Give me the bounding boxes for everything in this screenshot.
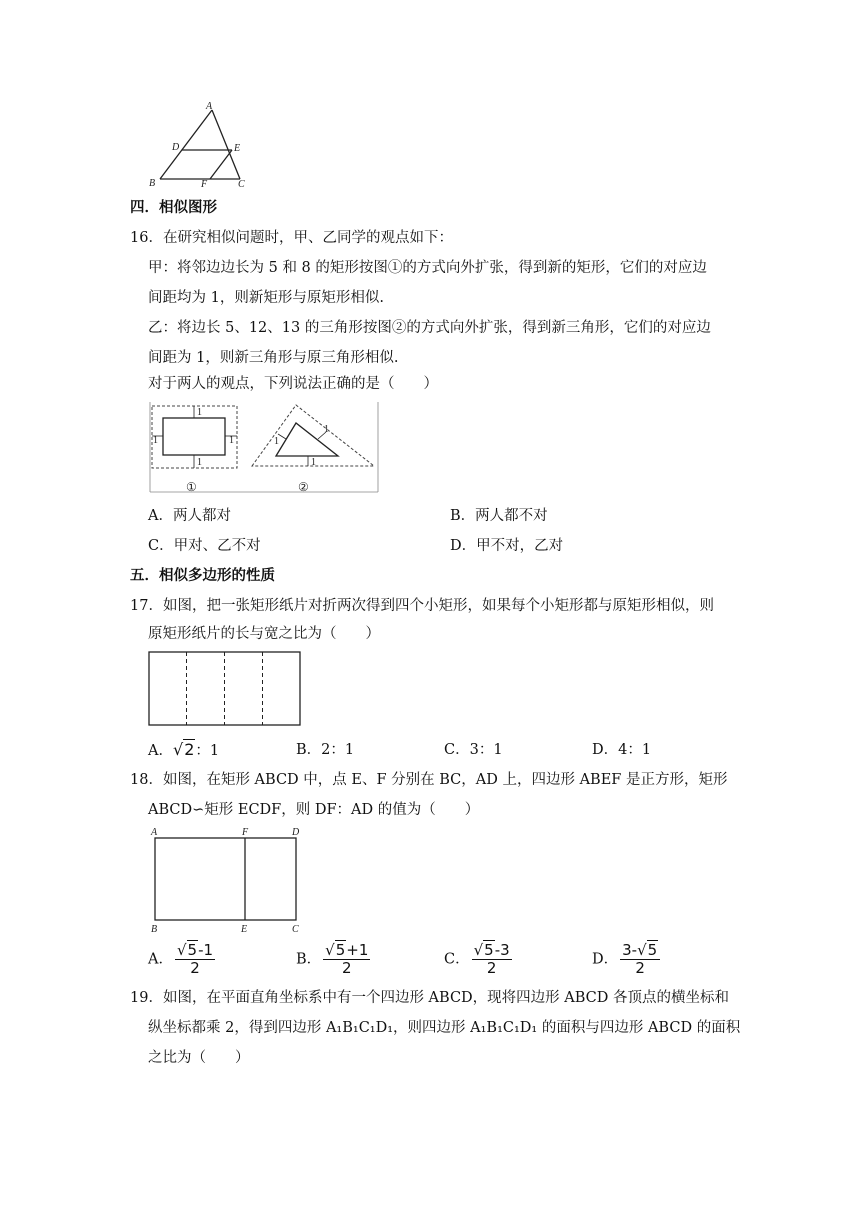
q16-fig2-dist-right: 1 — [324, 424, 329, 435]
q19-stem-line2: 纵坐标都乘 2，得到四边形 A₁B₁C₁D₁，则四边形 A₁B₁C₁D₁ 的面积与四边形 ABCD 的面积 — [148, 1020, 741, 1036]
q16-question: 对于两人的观点，下列说法正确的是（ ） — [148, 376, 438, 392]
radicand: 5 — [335, 941, 346, 959]
sqrt-2: √2 — [172, 740, 195, 759]
q16-fig1-dist-bottom: 1 — [197, 457, 202, 468]
q16-stem: 16．在研究相似问题时，甲、乙同学的观点如下： — [130, 230, 453, 246]
denominator: 2 — [342, 959, 352, 977]
radicand: 5 — [647, 941, 658, 959]
q16-jia-line1: 甲：将邻边边长为 5 和 8 的矩形按图①的方式向外扩张，得到新的矩形，它们的对应边 — [148, 260, 707, 276]
radicand: 5 — [187, 941, 198, 959]
denominator: 2 — [190, 959, 200, 977]
radicand: 5 — [484, 941, 494, 959]
fraction: $\frac{√5-1}{2}$ — [176, 941, 214, 977]
denominator: 2 — [635, 959, 645, 977]
q17-option-a-prefix: A． — [148, 743, 173, 759]
q18-label-a: A — [151, 827, 158, 838]
q16-fig1-dist-right: 1 — [229, 435, 234, 446]
q18-option-b[interactable] — [296, 942, 370, 977]
q18-label-e: E — [241, 924, 248, 935]
label-c: C — [238, 179, 245, 190]
q18-stem-line1: 18．如图，在矩形 ABCD 中，点 E、F 分别在 BC，AD 上，四边形 ABEF 是正方形，矩形 — [130, 772, 728, 788]
q16-yi-line2: 间距为 1，则新三角形与原三角形相似. — [148, 350, 399, 366]
q16-fig1-dist-top: 1 — [197, 407, 202, 418]
numerator-rest: -3 — [494, 941, 510, 959]
q16-fig2-dist-bottom: 1 — [311, 457, 316, 468]
q16-fig2-dist-left: 1 — [274, 436, 279, 447]
triangle-figure — [140, 100, 260, 190]
q18-option-a[interactable] — [148, 942, 215, 977]
q16-figure — [148, 402, 380, 494]
numerator-pre: 3- — [622, 941, 638, 959]
q18-label-c: C — [292, 924, 299, 935]
q17-option-b[interactable]: B．2：1 — [296, 742, 355, 758]
q18-option-c-prefix: C． — [444, 951, 470, 968]
numerator-rest: +1 — [346, 941, 369, 959]
label-a: A — [206, 101, 213, 112]
q18-label-d: D — [292, 827, 300, 838]
numerator-rest: -1 — [198, 941, 214, 959]
q16-fig1-dist-left: 1 — [153, 435, 158, 446]
q18-option-b-prefix: B． — [296, 951, 322, 968]
q19-stem-line1: 19．如图，在平面直角坐标系中有一个四边形 ABCD，现将四边形 ABCD 各顶点的横坐标和 — [130, 990, 730, 1006]
q17-option-c[interactable]: C．3：1 — [444, 742, 503, 758]
fraction: $\frac{√5+1}{2}$ — [325, 941, 369, 977]
q16-option-d[interactable]: D．甲不对，乙对 — [450, 538, 564, 554]
q17-option-a-suffix: ：1 — [195, 743, 220, 759]
q18-option-d-prefix: D． — [592, 951, 619, 968]
q16-option-c[interactable]: C．甲对、乙不对 — [148, 538, 261, 554]
fraction: $\frac{3-√5}{2}$ — [620, 942, 660, 977]
q16-jia-line2: 间距均为 1，则新矩形与原矩形相似. — [148, 290, 384, 306]
q18-stem-line2: ABCD∽矩形 ECDF，则 DF：AD 的值为（ ） — [148, 802, 480, 818]
q16-option-b[interactable]: B．两人都不对 — [450, 508, 548, 524]
section-4-title: 四．相似图形 — [130, 200, 217, 216]
q17-stem-line1: 17．如图，把一张矩形纸片对折两次得到四个小矩形，如果每个小矩形都与原矩形相似，则 — [130, 598, 714, 614]
q16-fig2-caption: ② — [298, 480, 309, 494]
q18-label-b: B — [151, 924, 158, 935]
q18-option-c[interactable] — [444, 942, 512, 977]
q17-stem-line2: 原矩形纸片的长与宽之比为（ ） — [148, 626, 380, 642]
q18-option-a-prefix: A． — [148, 951, 173, 968]
q19-stem-line3: 之比为（ ） — [148, 1050, 250, 1066]
label-f: F — [201, 179, 208, 190]
q18-figure — [148, 824, 304, 936]
q16-option-a[interactable]: A．两人都对 — [148, 508, 231, 524]
q17-option-d[interactable]: D．4：1 — [592, 742, 652, 758]
label-d: D — [172, 142, 180, 153]
denominator: 2 — [486, 959, 497, 977]
section-5-title: 五．相似多边形的性质 — [130, 568, 275, 584]
q17-figure — [148, 650, 302, 728]
q18-option-d[interactable] — [592, 942, 660, 977]
q18-label-f: F — [242, 827, 249, 838]
q16-fig1-caption: ① — [186, 480, 197, 494]
fraction: $\frac{√5-3}{2}$ — [473, 941, 510, 977]
label-e: E — [234, 143, 241, 154]
q16-yi-line1: 乙：将边长 5、12、13 的三角形按图②的方式向外扩张，得到新三角形，它们的对应边 — [148, 320, 711, 336]
label-b: B — [149, 178, 156, 189]
q17-option-a[interactable] — [148, 740, 219, 761]
radicand: 2 — [184, 740, 195, 759]
